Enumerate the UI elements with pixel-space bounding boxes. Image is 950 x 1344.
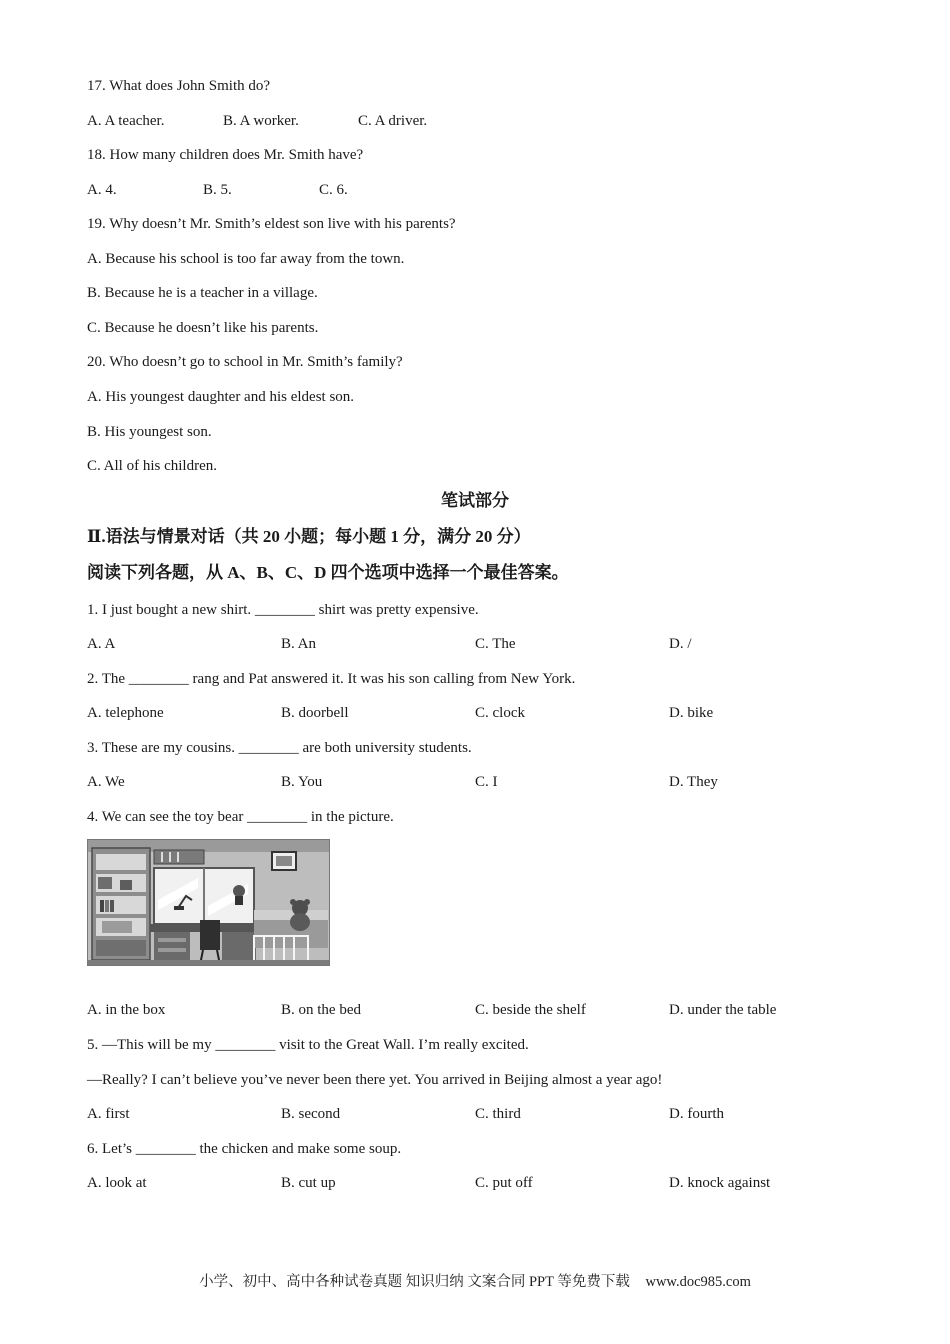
question-1-stem: 1. I just bought a new shirt. ________ shirt was pretty expensive. [87, 602, 479, 618]
question-4-option-a: A. in the box [87, 1002, 166, 1018]
question-4-option-b: B. on the bed [281, 1002, 361, 1018]
question-20-stem: 20. Who doesn’t go to school in Mr. Smith’s family? [87, 354, 403, 370]
question-19-stem: 19. Why doesn’t Mr. Smith’s eldest son live with his parents? [87, 216, 456, 232]
question-4-option-c: C. beside the shelf [475, 1002, 586, 1018]
question-6-option-d: D. knock against [669, 1175, 771, 1191]
question-17-stem: 17. What does John Smith do? [87, 78, 271, 94]
question-6-stem: 6. Let’s ________ the chicken and make some soup. [87, 1141, 402, 1157]
question-2-option-a: A. telephone [87, 705, 164, 721]
question-2-option-d: D. bike [669, 705, 714, 721]
question-1-option-d: D. / [669, 636, 692, 652]
question-5-option-d: D. fourth [669, 1106, 724, 1122]
question-18-stem: 18. How many children does Mr. Smith have? [87, 147, 364, 163]
footer-text: 小学、初中、高中各种试卷真题 知识归纳 文案合同 PPT 等免费下载 [199, 1274, 630, 1290]
question-18-option-a: A. 4. [87, 182, 117, 198]
question-19-option-b: B. Because he is a teacher in a village. [87, 285, 318, 301]
question-17-option-c: C. A driver. [358, 113, 428, 129]
section-instruction: 阅读下列各题，从 A、B、C、D 四个选项中选择一个最佳答案。 [87, 563, 569, 582]
question-5-stem: 5. —This will be my ________ visit to the Great Wall. I’m really excited. [87, 1037, 529, 1053]
question-2-option-b: B. doorbell [281, 705, 349, 721]
question-17-option-b: B. A worker. [223, 113, 299, 129]
question-1-option-a: A. A [87, 636, 116, 652]
bedroom-illustration [87, 839, 330, 966]
question-18-option-b: B. 5. [203, 182, 232, 198]
question-3-option-c: C. I [475, 774, 498, 790]
question-5-option-b: B. second [281, 1106, 341, 1122]
question-20-option-c: C. All of his children. [87, 458, 217, 474]
question-3-option-b: B. You [281, 774, 323, 790]
question-19-option-a: A. Because his school is too far away from the town. [87, 251, 405, 267]
question-6-option-b: B. cut up [281, 1175, 336, 1191]
question-1-option-b: B. An [281, 636, 317, 652]
question-4-option-d: D. under the table [669, 1002, 777, 1018]
question-5-option-c: C. third [475, 1106, 521, 1122]
question-18-option-c: C. 6. [319, 182, 348, 198]
question-2-option-c: C. clock [475, 705, 525, 721]
section-title: 笔试部分 [441, 491, 509, 510]
question-4-stem: 4. We can see the toy bear ________ in the picture. [87, 809, 394, 825]
question-5-stem-reply: —Really? I can’t believe you’ve never been there yet. You arrived in Beijing almost a year ago! [87, 1072, 663, 1088]
question-3-option-d: D. They [669, 774, 718, 790]
question-2-stem: 2. The ________ rang and Pat answered it. It was his son calling from New York. [87, 671, 576, 687]
question-1-option-c: C. The [475, 636, 516, 652]
question-20-option-a: A. His youngest daughter and his eldest son. [87, 389, 355, 405]
question-20-option-b: B. His youngest son. [87, 424, 212, 440]
section-heading: Ⅱ.语法与情景对话（共 20 小题；每小题 1 分，满分 20 分） [87, 527, 531, 546]
question-6-option-c: C. put off [475, 1175, 533, 1191]
question-17-option-a: A. A teacher. [87, 113, 165, 129]
question-5-option-a: A. first [87, 1106, 130, 1122]
question-3-stem: 3. These are my cousins. ________ are both university students. [87, 740, 472, 756]
footer-link[interactable]: www.doc985.com [645, 1274, 751, 1290]
question-19-option-c: C. Because he doesn’t like his parents. [87, 320, 319, 336]
page-footer [0, 1270, 950, 1291]
question-6-option-a: A. look at [87, 1175, 147, 1191]
question-3-option-a: A. We [87, 774, 125, 790]
